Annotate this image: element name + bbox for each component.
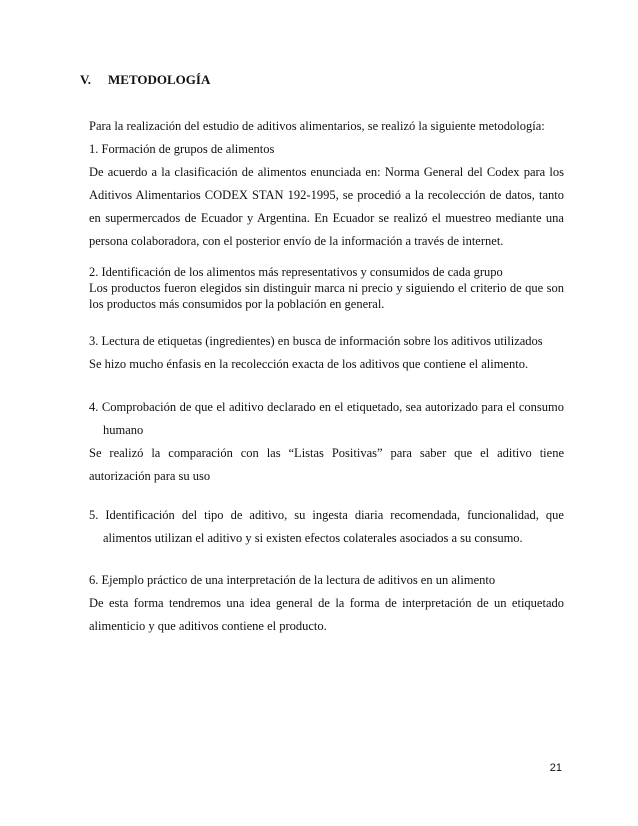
- step-2-title: 2. Identificación de los alimentos más representativos y consumidos de cada grupo: [89, 265, 503, 279]
- step-1-body: De acuerdo a la clasificación de alimentos enunciada en: Norma General del Codex para los Aditivos Alimentarios CODEX STAN 192-1995, se procedió a la recolección de datos, tanto en supermercados de Ecuador y Argentina. En Ecuador se realizó el muestreo mediante una persona colaboradora, con el posterior envío de la información a través de internet.: [89, 165, 564, 248]
- step-1-title: 1. Formación de grupos de alimentos: [89, 142, 275, 156]
- step-5-title: 5. Identificación del tipo de aditivo, su ingesta diaria recomendada, funcionalidad, que alimentos utilizan el aditivo y si existen efectos colaterales asociados a su consumo.: [89, 508, 564, 545]
- step-4-body: Se realizó la comparación con las “Listas Positivas” para saber que el aditivo tiene autorización para su uso: [89, 446, 564, 483]
- heading-number: V.: [80, 72, 91, 87]
- step-4: [89, 396, 564, 488]
- step-2: [89, 264, 564, 312]
- section-heading: [80, 72, 210, 88]
- step-2-body: Los productos fueron elegidos sin distinguir marca ni precio y siguiendo el criterio de que son los productos más consumidos por la población en general.: [89, 281, 564, 311]
- intro-paragraph: Para la realización del estudio de aditivos alimentarios, se realizó la siguiente metodología:: [89, 119, 545, 133]
- step-6-title: 6. Ejemplo práctico de una interpretación de la lectura de aditivos en un alimento: [89, 573, 496, 587]
- step-3: [89, 330, 564, 376]
- step-6: [89, 569, 564, 638]
- heading-title: METODOLOGÍA: [108, 72, 211, 87]
- page-number: 21: [549, 762, 562, 774]
- step-4-title: 4. Comprobación de que el aditivo declarado en el etiquetado, sea autorizado para el consumo humano: [89, 400, 564, 437]
- step-3-body: Se hizo mucho énfasis en la recolección exacta de los aditivos que contiene el alimento.: [89, 357, 529, 371]
- step-1: [89, 138, 564, 253]
- step-6-body: De esta forma tendremos una idea general de la forma de interpretación de un etiquetado alimenticio y que aditivos contiene el producto.: [89, 596, 564, 633]
- step-3-title: 3. Lectura de etiquetas (ingredientes) en busca de información sobre los aditivos utilizados: [89, 334, 543, 348]
- step-5: [89, 504, 564, 550]
